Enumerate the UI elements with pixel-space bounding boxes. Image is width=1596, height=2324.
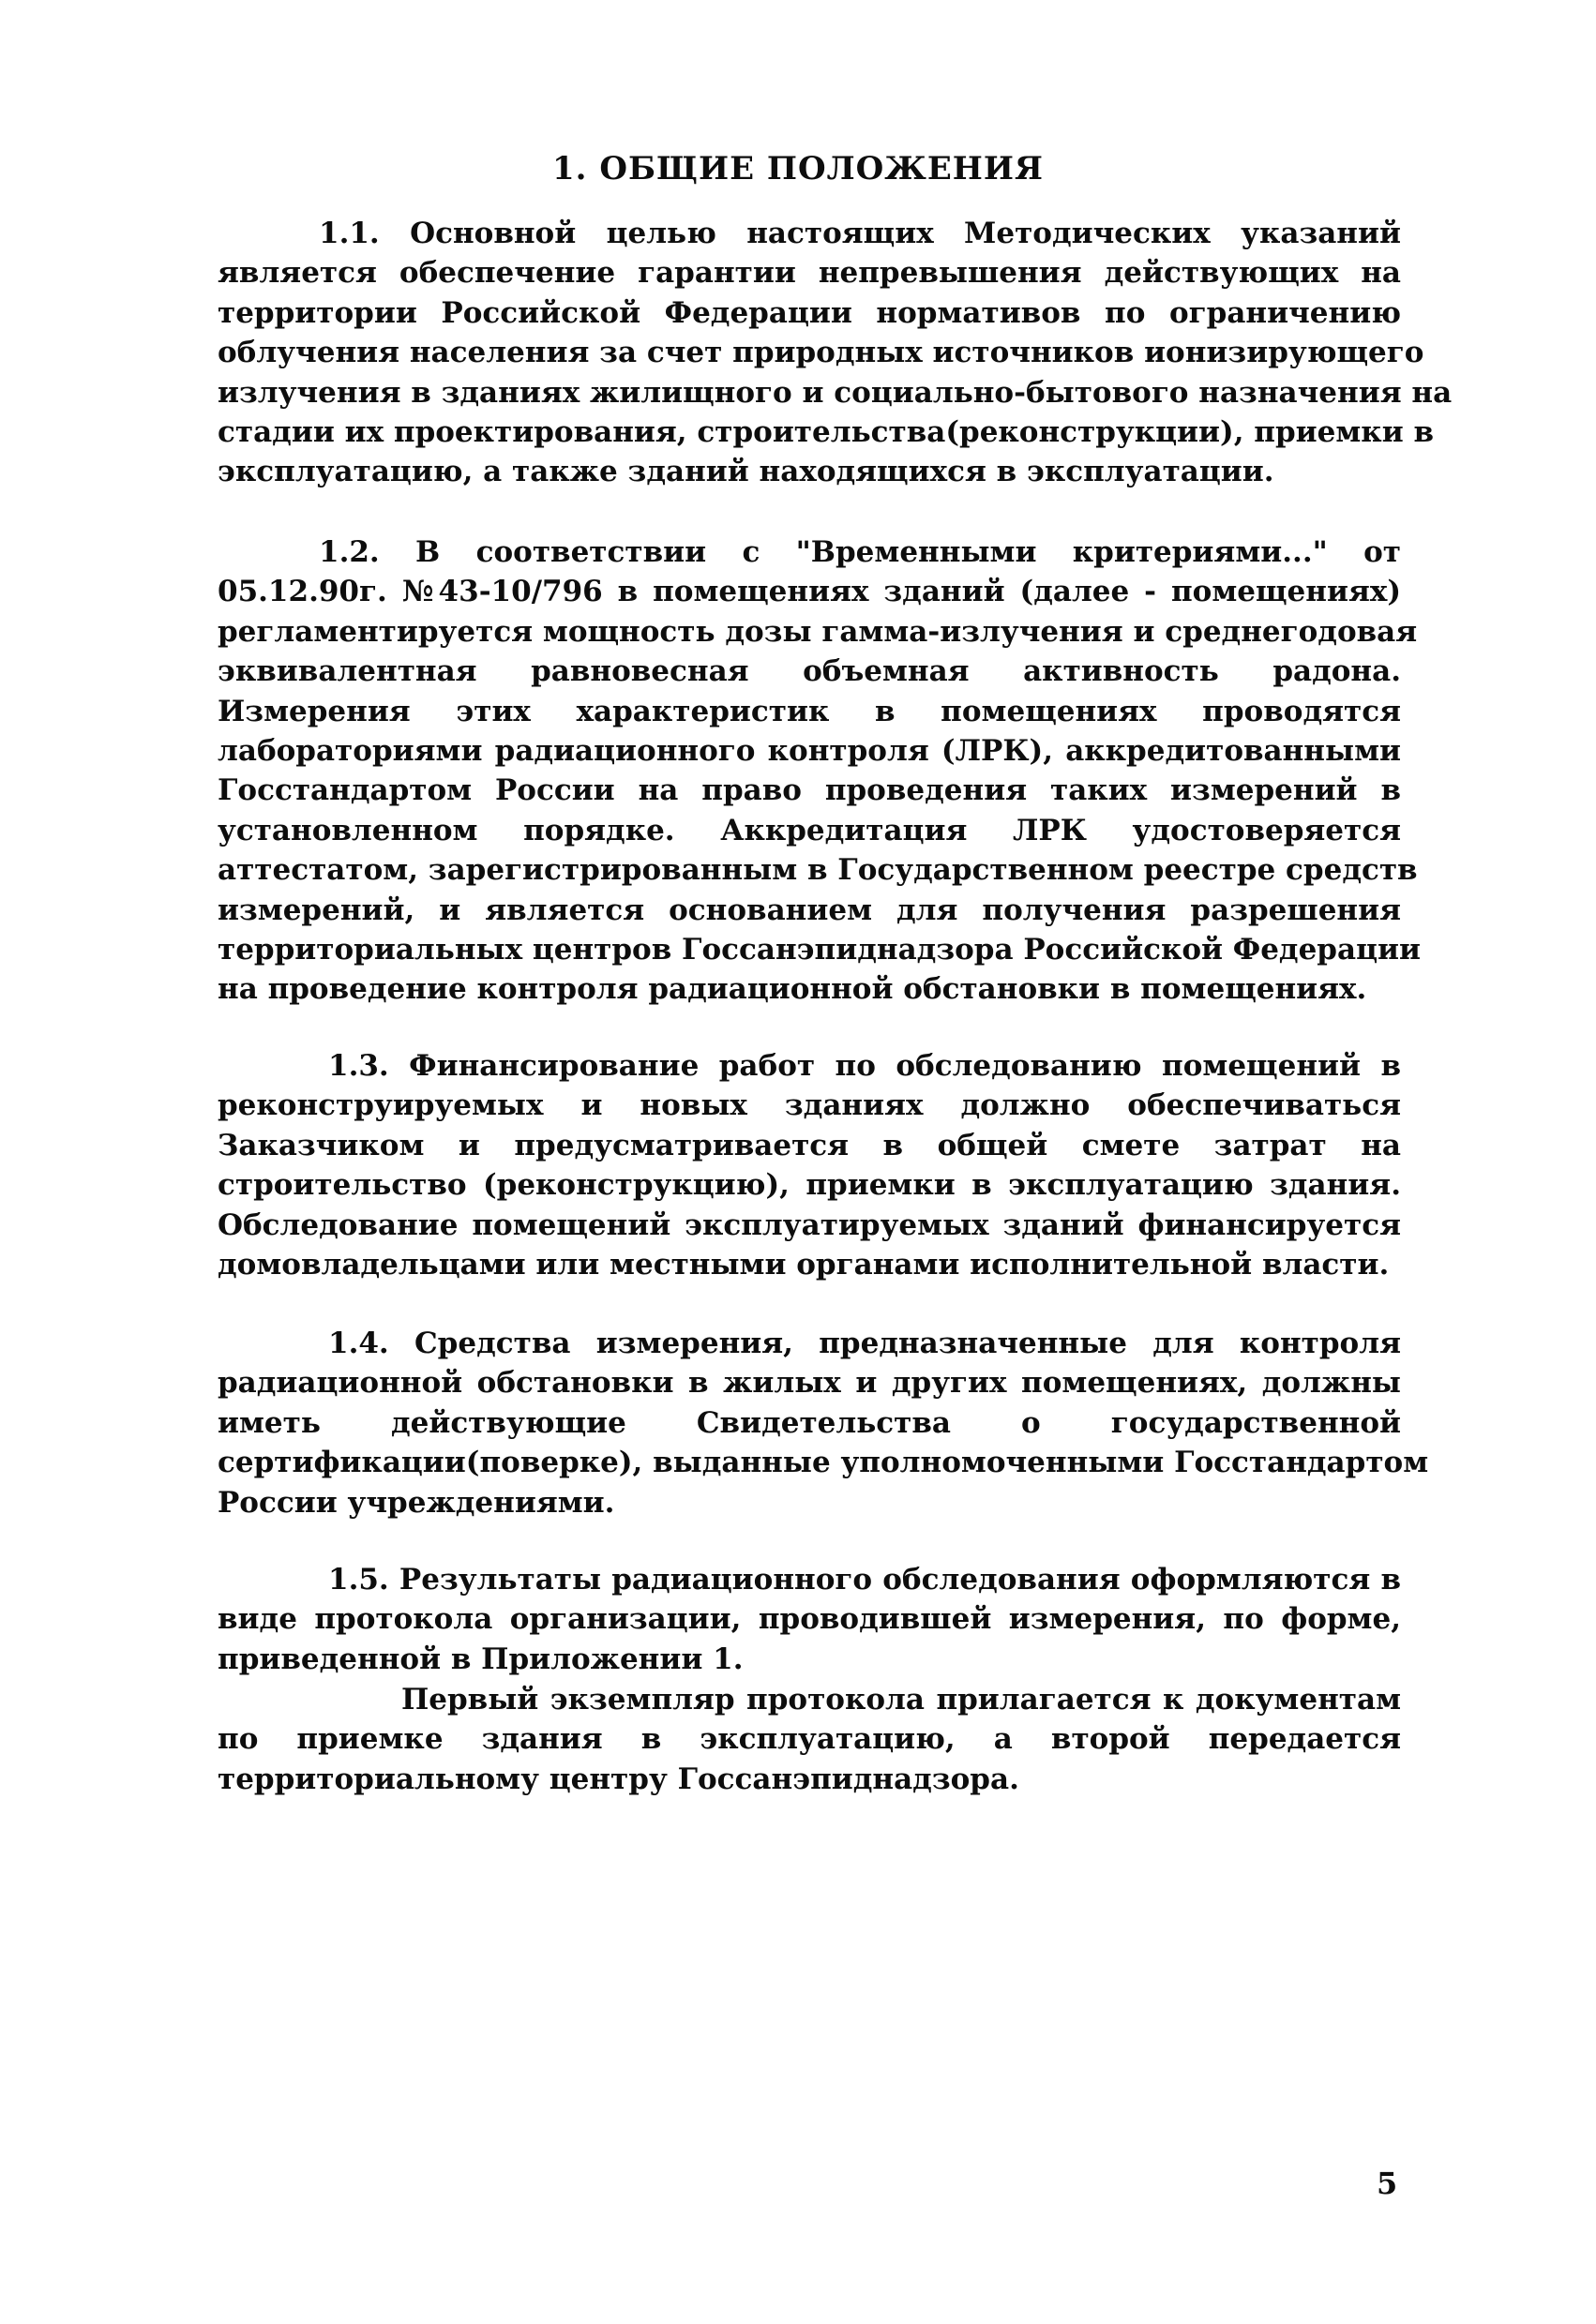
paragraph-line: Госстандартом России на право проведения таких измерений в: [218, 773, 1401, 808]
paragraph-line: аттестатом, зарегистрированным в Государственном реестре средств: [218, 853, 1418, 888]
paragraph-1-5-continued: [218, 1680, 1401, 1799]
paragraph-line: иметь действующие Свидетельства о государственной: [218, 1405, 1401, 1440]
paragraph-line: лабораториями радиационного контроля (ЛРК), аккредитованными: [218, 734, 1401, 769]
paragraph-1-5: [218, 1560, 1401, 1679]
paragraph-line: Первый экземпляр протокола прилагается к документам: [401, 1683, 1401, 1717]
paragraph-line: измерений, и является основанием для получения разрешения: [218, 892, 1401, 927]
paragraph-line: территориальному центру Госсанэпиднадзора.: [218, 1762, 1019, 1796]
paragraph-line: 1.1. Основной целью настоящих Методических указаний: [319, 217, 1401, 250]
paragraph-line: сертификации(поверке), выданные уполномоченными Госстандартом: [218, 1446, 1429, 1480]
paragraph-line: Заказчиком и предусматривается в общей смете затрат на: [218, 1128, 1401, 1162]
paragraph-line: 1.5. Результаты радиационного обследования оформляются в: [328, 1563, 1401, 1597]
paragraph-line: по приемке здания в эксплуатацию, а второй передается: [218, 1722, 1401, 1757]
paragraph-line: излучения в зданиях жилищного и социально-бытового назначения на: [218, 375, 1453, 410]
paragraph-line: строительство (реконструкцию), приемки в эксплуатацию здания.: [218, 1168, 1401, 1203]
paragraph-line: установленном порядке. Аккредитация ЛРК удостоверяется: [218, 813, 1401, 847]
page-number: 5: [1377, 2166, 1398, 2201]
section-title: 1. ОБЩИЕ ПОЛОЖЕНИЯ: [552, 150, 1044, 187]
paragraph-1-4: [218, 1324, 1429, 1522]
paragraph-1-3: [218, 1046, 1401, 1284]
paragraph-line: эксплуатацию, а также зданий находящихся в эксплуатации.: [218, 455, 1274, 489]
paragraph-line: 1.2. В соответствии с "Временными критериями..." от: [319, 535, 1401, 569]
paragraph-line: 05.12.90г. №43-10/796 в помещениях зданий (далее - помещениях): [218, 575, 1401, 609]
paragraph-line: России учреждениями.: [218, 1485, 615, 1520]
paragraph-line: на проведение контроля радиационной обстановки в помещениях.: [218, 972, 1367, 1007]
paragraph-line: радиационной обстановки в жилых и других помещениях, должны: [218, 1366, 1401, 1401]
paragraph-line: облучения населения за счет природных источников ионизирующего: [218, 336, 1424, 370]
paragraph-line: реконструируемых и новых зданиях должно обеспечиваться: [218, 1088, 1401, 1123]
paragraph-line: 1.3. Финансирование работ по обследованию помещений в: [328, 1049, 1401, 1083]
paragraph-line: домовладельцами или местными органами исполнительной власти.: [218, 1248, 1390, 1282]
paragraph-1-1: [218, 214, 1453, 492]
paragraph-line: эквивалентная равновесная объемная активность радона.: [218, 654, 1401, 689]
paragraph-line: Измерения этих характеристик в помещениях проводятся: [218, 694, 1401, 728]
paragraph-line: Обследование помещений эксплуатируемых зданий финансируется: [218, 1207, 1401, 1242]
paragraph-line: стадии их проектирования, строительства(реконструкции), приемки в: [218, 415, 1435, 450]
paragraph-1-2: [218, 532, 1421, 1010]
paragraph-line: территории Российской Федерации нормативов по ограничению: [218, 295, 1401, 330]
paragraph-line: виде протокола организации, проводившей измерения, по форме,: [218, 1602, 1401, 1637]
paragraph-line: территориальных центров Госсанэпиднадзора Российской Федерации: [218, 933, 1421, 967]
paragraph-line: приведенной в Приложении 1.: [218, 1642, 744, 1676]
paragraph-line: регламентируется мощность дозы гамма-излучения и среднегодовая: [218, 614, 1418, 649]
paragraph-line: является обеспечение гарантии непревышения действующих на: [218, 256, 1401, 291]
paragraph-line: 1.4. Средства измерения, предназначенные для контроля: [328, 1327, 1401, 1360]
